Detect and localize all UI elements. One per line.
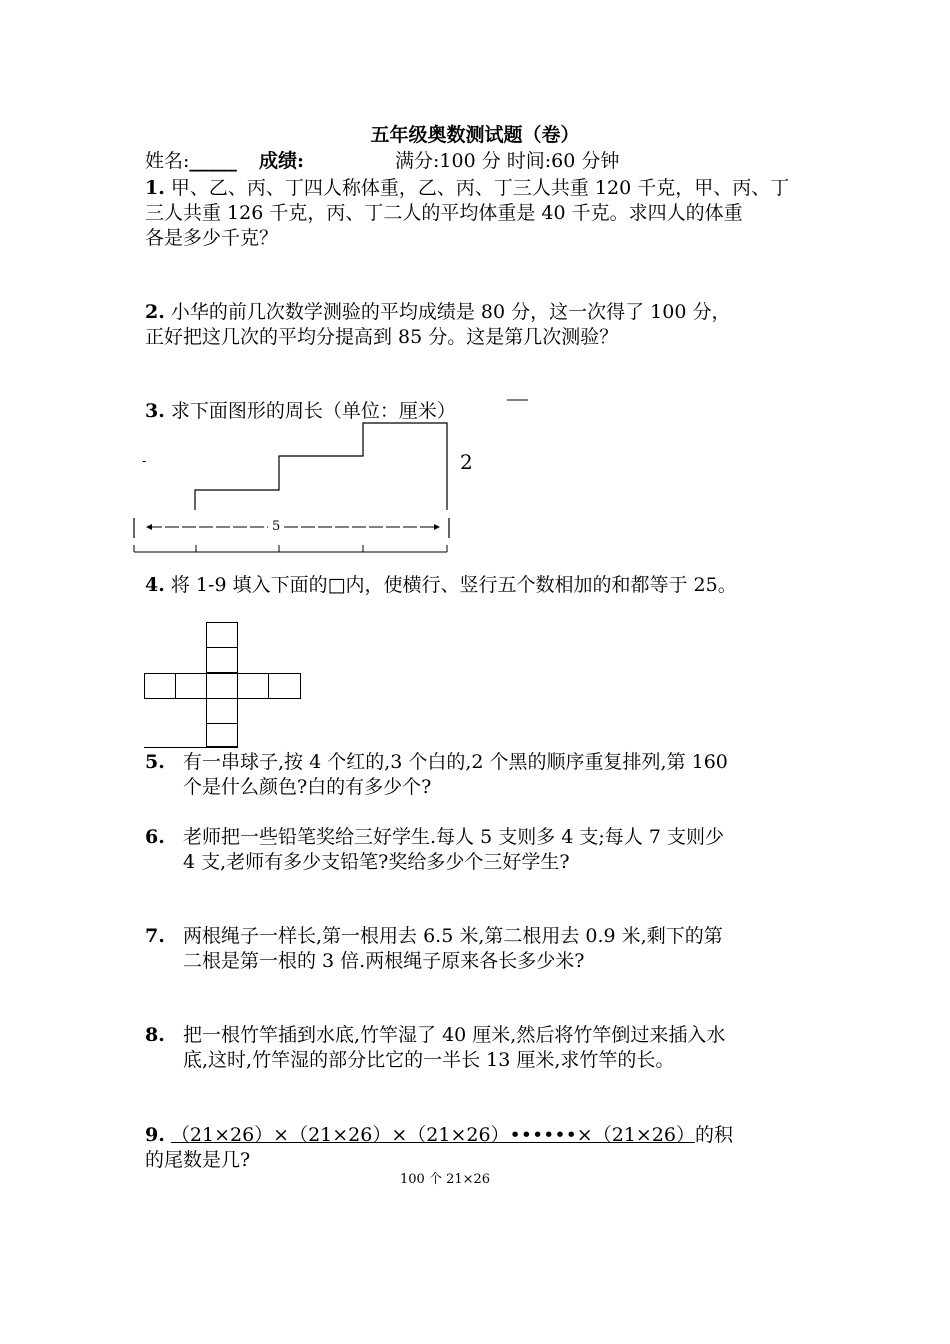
question-number: 5. <box>145 751 165 773</box>
full-marks: 满分:100 分 <box>395 150 501 172</box>
question-number: 6. <box>145 826 165 848</box>
question-2-line-2: 正好把这几次的平均分提高到 85 分。这是第几次测验？ <box>145 326 619 348</box>
grid-cell[interactable] <box>237 673 269 699</box>
grid-cell[interactable] <box>175 673 207 699</box>
question-9 <box>145 1123 733 1148</box>
question-text: 求下面图形的周长（单位：厘米） <box>170 400 456 422</box>
question-number: 1. <box>145 177 165 199</box>
question-8 <box>145 1023 165 1048</box>
grid-underline <box>144 747 238 748</box>
arrow-right <box>434 524 440 530</box>
name-label: 姓名: <box>145 150 190 172</box>
question-6 <box>145 825 165 850</box>
grid-cell[interactable] <box>206 723 238 747</box>
grid-cell[interactable] <box>206 622 238 648</box>
question-7-line-2: 二根是第一根的 3 倍.两根绳子原来各长多少米? <box>183 950 585 972</box>
question-text: 甲、乙、丙、丁四人称体重，乙、丙、丁三人共重 120 千克，甲、丙、丁 <box>170 177 790 199</box>
page-title: 五年级奥数测试题（卷） <box>370 124 580 146</box>
question-8-line-2: 底,这时,竹竿湿的部分比它的一半长 13 厘米,求竹竿的长。 <box>183 1049 675 1071</box>
question-text: 将 1-9 填入下面的□内，使横行、竖行五个数相加的和都等于 25。 <box>170 574 737 596</box>
question-5 <box>145 750 165 775</box>
question-8-line-1: 把一根竹竿插到水底,竹竿湿了 40 厘米,然后将竹竿倒过来插入水 <box>183 1024 726 1046</box>
question-number: 7. <box>145 925 165 947</box>
question-9-line-2: 的尾数是几? <box>145 1149 251 1171</box>
question-7 <box>145 924 165 949</box>
figure-dash-mark: - <box>142 454 147 469</box>
repeat-count-note: 100 个 21×26 <box>400 1172 491 1187</box>
question-number: 9. <box>145 1124 165 1146</box>
question-text: 小华的前几次数学测验的平均成绩是 80 分，这一次得了 100 分， <box>170 301 731 323</box>
question-number: 3. <box>145 400 165 422</box>
question-4 <box>145 573 737 598</box>
question-number: 4. <box>145 574 165 596</box>
staircase-outline <box>195 423 447 510</box>
grid-cell[interactable] <box>206 647 238 673</box>
question-number: 8. <box>145 1024 165 1046</box>
grid-cell[interactable] <box>206 698 238 724</box>
question-1-line-3: 各是多少千克？ <box>145 227 279 249</box>
product-expression: （21×26）×（21×26）×（21×26）••••••×（21×26） <box>170 1124 695 1146</box>
question-5-line-1: 有一串球子,按 4 个红的,3 个白的,2 个黑的顺序重复排列,第 160 <box>183 751 728 773</box>
question-6-line-1: 老师把一些铅笔奖给三好学生.每人 5 支则多 4 支;每人 7 支则少 <box>183 826 724 848</box>
time-limit: 时间:60 分钟 <box>506 150 620 172</box>
question-number: 2. <box>145 301 165 323</box>
height-label: 2 <box>460 450 473 474</box>
grid-cell[interactable] <box>268 673 301 699</box>
width-label: 5 <box>272 519 281 534</box>
question-1-line-2: 三人共重 126 千克，丙、丁二人的平均体重是 40 千克。求四人的体重 <box>145 202 743 224</box>
name-blank: _____ <box>189 150 237 172</box>
question-6-line-2: 4 支,老师有多少支铅笔?奖给多少个三好学生? <box>183 851 570 873</box>
arrow-left <box>146 524 152 530</box>
question-9-suffix: 的积 <box>695 1124 734 1146</box>
question-7-line-1: 两根绳子一样长,第一根用去 6.5 米,第二根用去 0.9 米,剩下的第 <box>183 925 723 947</box>
grid-cell[interactable] <box>144 673 176 699</box>
question-5-line-2: 个是什么颜色?白的有多少个? <box>183 776 432 798</box>
grid-cell[interactable] <box>206 673 238 699</box>
score-label: 成绩: <box>259 150 305 172</box>
